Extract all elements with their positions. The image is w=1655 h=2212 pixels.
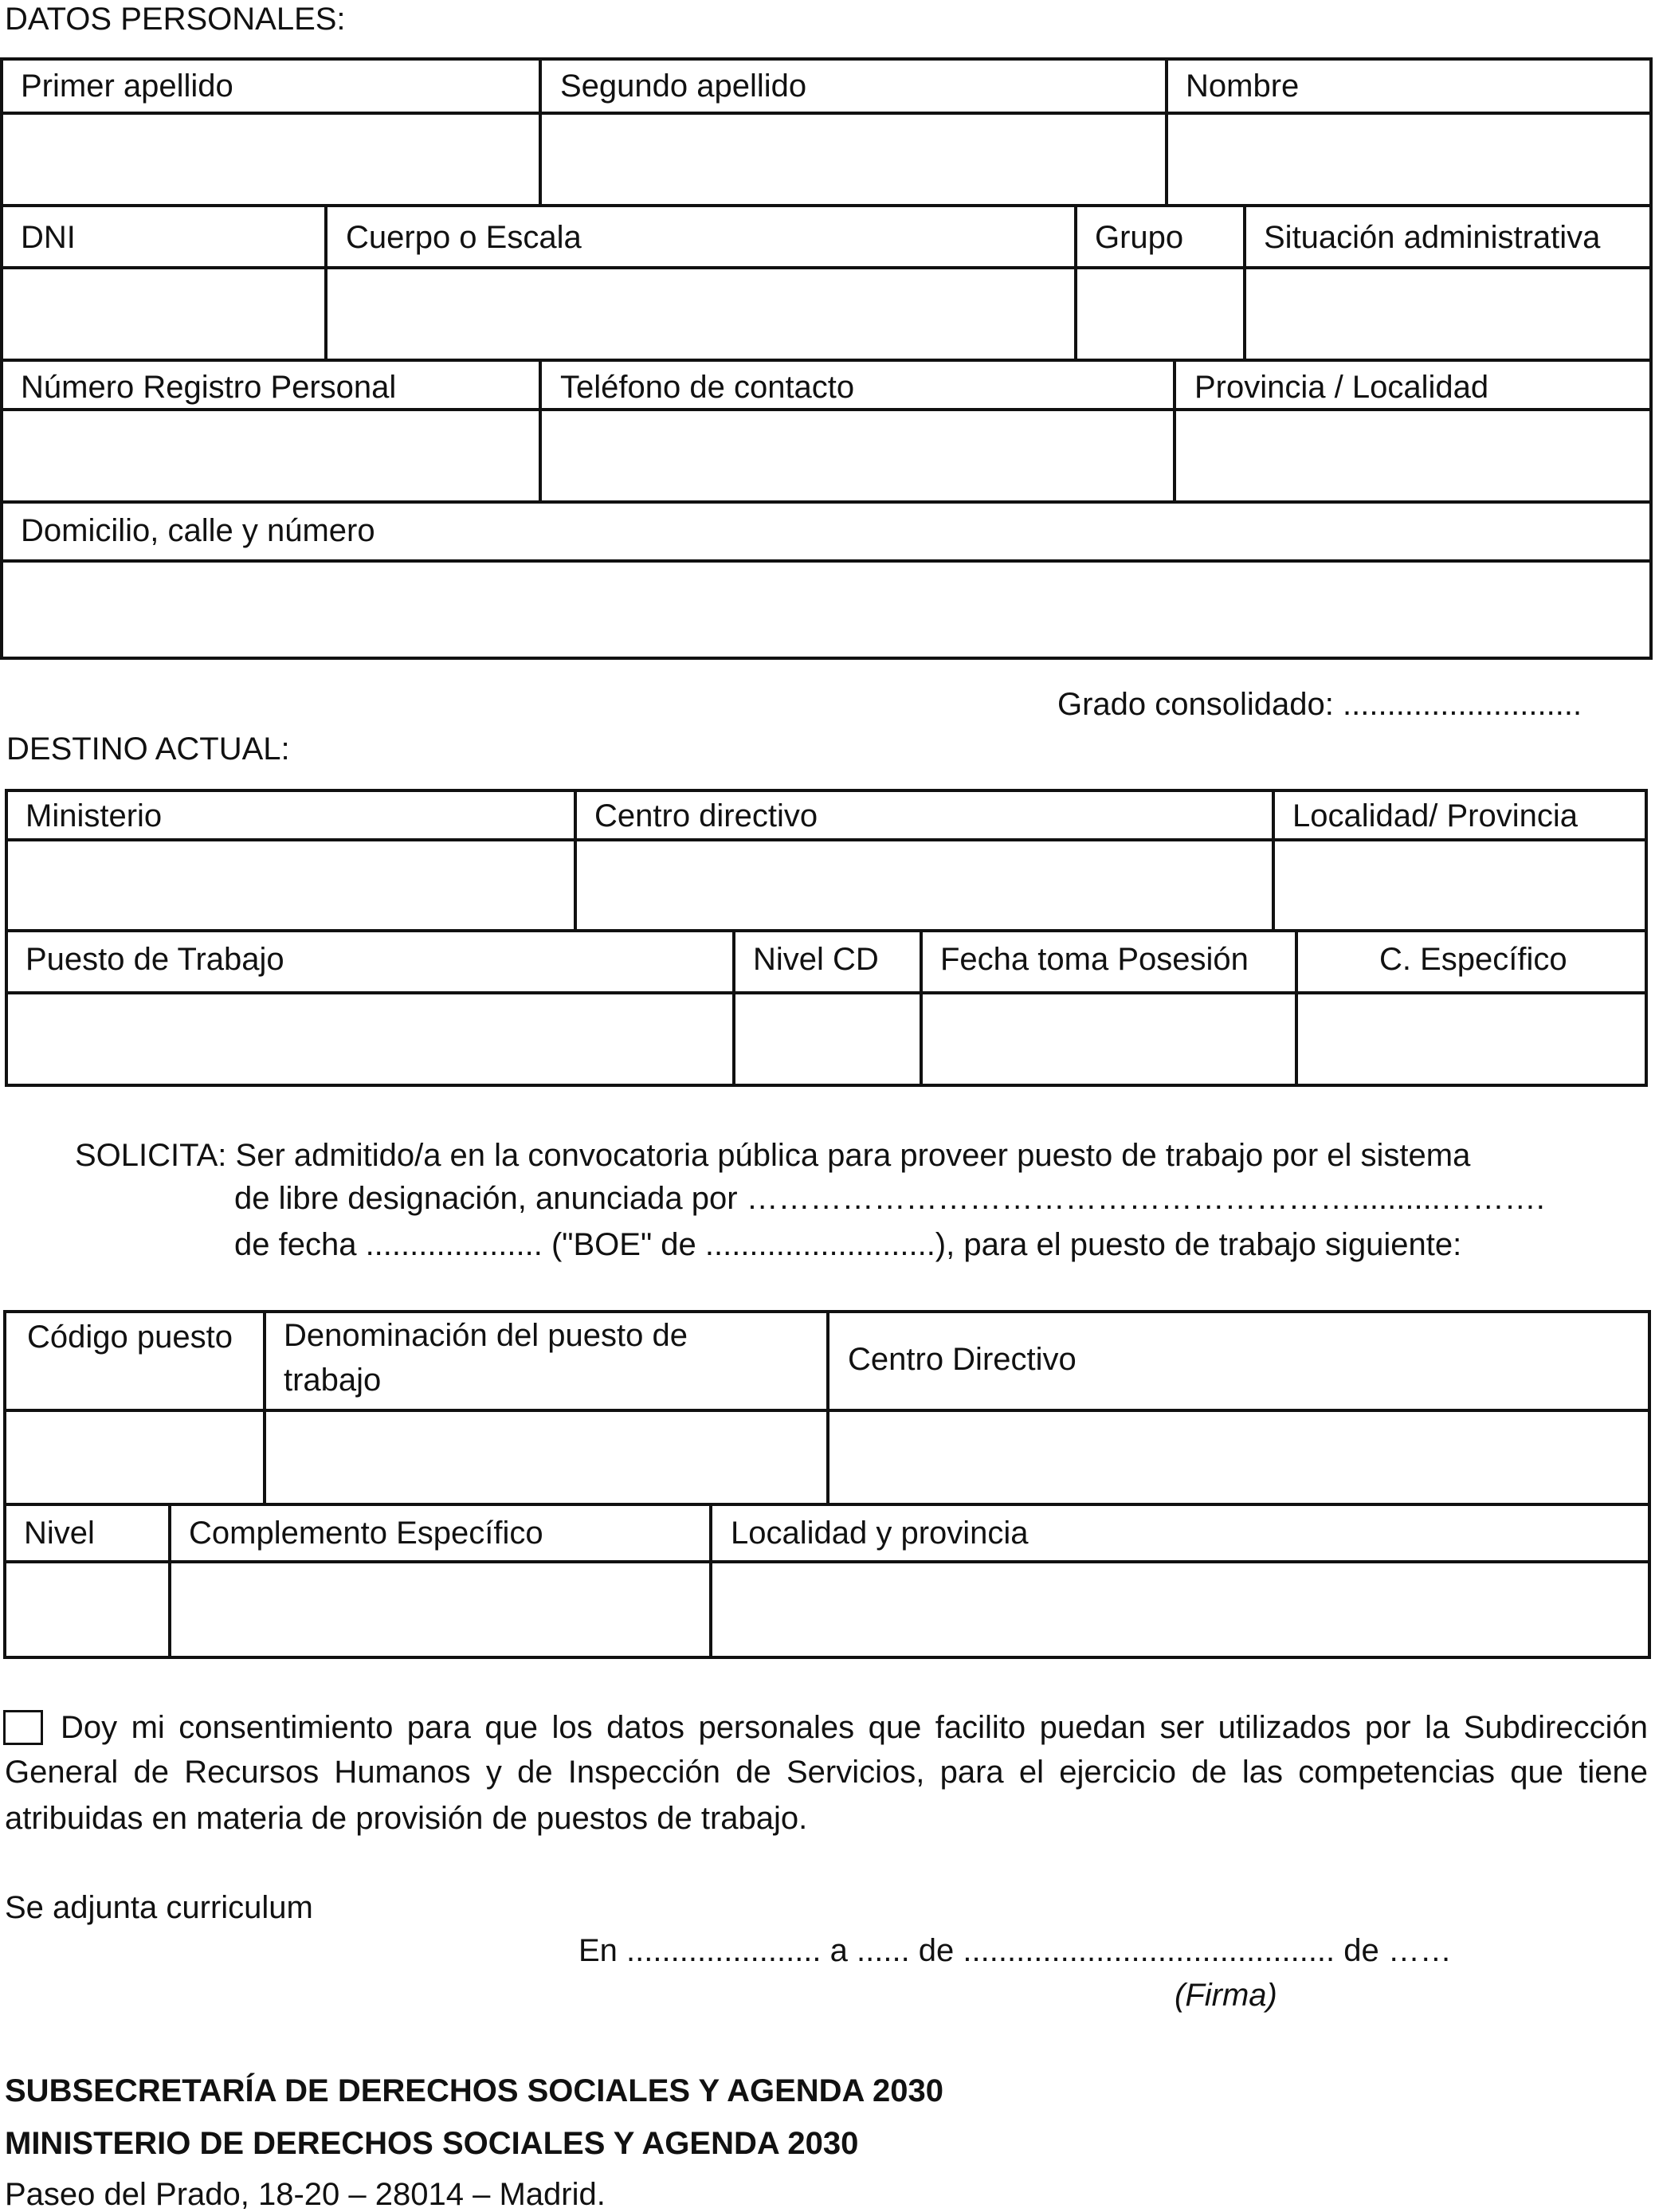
label-grupo: Grupo bbox=[1095, 220, 1184, 255]
lugar-fecha-line: En ...................... a ...... de .......................................... de …… bbox=[578, 1933, 1452, 1968]
field-centro-directivo[interactable] bbox=[577, 841, 1272, 929]
solicita-line-1: SOLICITA: Ser admitido/a en la convocatoria pública para proveer puesto de trabajo por el sistema bbox=[75, 1138, 1471, 1173]
solicita-line-2: de libre designación, anunciada por …………………………………………………..........………. bbox=[234, 1181, 1545, 1216]
label-segundo-apellido: Segundo apellido bbox=[560, 69, 807, 104]
firma-label: (Firma) bbox=[1175, 1978, 1277, 2013]
label-fecha-toma-posesion: Fecha toma Posesión bbox=[940, 942, 1249, 977]
label-cuerpo-escala: Cuerpo o Escala bbox=[346, 220, 582, 255]
field-fecha-toma-posesion[interactable] bbox=[923, 994, 1295, 1084]
field-situacion-administrativa[interactable] bbox=[1246, 269, 1649, 359]
label-numero-registro-personal: Número Registro Personal bbox=[21, 370, 397, 405]
label-centro-directivo-solicitado: Centro Directivo bbox=[848, 1342, 1077, 1377]
se-adjunta-curriculum: Se adjunta curriculum bbox=[5, 1890, 313, 1925]
consent-line-2: General de Recursos Humanos y de Inspección de Servicios, para el ejercicio de las competencias que tiene bbox=[5, 1755, 1648, 1790]
footer-ministerio: MINISTERIO DE DERECHOS SOCIALES Y AGENDA 2030 bbox=[5, 2126, 859, 2161]
field-dni[interactable] bbox=[3, 269, 324, 359]
field-denominacion-puesto[interactable] bbox=[266, 1412, 826, 1503]
field-c-especifico[interactable] bbox=[1298, 994, 1645, 1084]
label-domicilio: Domicilio, calle y número bbox=[21, 513, 375, 548]
grado-consolidado: Grado consolidado: ........................... bbox=[1057, 687, 1582, 722]
section-heading-destino-actual: DESTINO ACTUAL: bbox=[6, 731, 290, 767]
field-telefono-contacto[interactable] bbox=[542, 411, 1173, 500]
field-primer-apellido[interactable] bbox=[3, 115, 539, 204]
field-complemento-especifico[interactable] bbox=[171, 1563, 709, 1656]
field-puesto-trabajo[interactable] bbox=[8, 994, 732, 1084]
label-nivel: Nivel bbox=[24, 1516, 95, 1551]
field-codigo-puesto[interactable] bbox=[6, 1412, 263, 1503]
consent-line-1: Doy mi consentimiento para que los datos personales que facilito puedan ser utilizados por la Subdirección bbox=[61, 1710, 1648, 1745]
field-grupo[interactable] bbox=[1077, 269, 1243, 359]
field-segundo-apellido[interactable] bbox=[542, 115, 1165, 204]
field-localidad-y-provincia[interactable] bbox=[712, 1563, 1648, 1656]
label-telefono-contacto: Teléfono de contacto bbox=[560, 370, 855, 405]
label-centro-directivo: Centro directivo bbox=[594, 798, 818, 833]
label-dni: DNI bbox=[21, 220, 76, 255]
label-complemento-especifico: Complemento Específico bbox=[189, 1516, 543, 1551]
label-situacion-administrativa: Situación administrativa bbox=[1264, 220, 1601, 255]
label-nombre: Nombre bbox=[1186, 69, 1300, 104]
label-localidad-y-provincia: Localidad y provincia bbox=[731, 1516, 1029, 1551]
section-heading-datos-personales: DATOS PERSONALES: bbox=[5, 2, 346, 37]
field-ministerio[interactable] bbox=[8, 841, 574, 929]
label-provincia-localidad: Provincia / Localidad bbox=[1194, 370, 1489, 405]
field-provincia-localidad[interactable] bbox=[1176, 411, 1649, 500]
field-numero-registro-personal[interactable] bbox=[3, 411, 539, 500]
consent-checkbox[interactable] bbox=[3, 1710, 43, 1745]
label-localidad-provincia: Localidad/ Provincia bbox=[1292, 798, 1578, 833]
label-c-especifico: C. Específico bbox=[1379, 942, 1567, 977]
field-nivel-cd[interactable] bbox=[735, 994, 920, 1084]
label-codigo-puesto: Código puesto bbox=[27, 1320, 233, 1355]
field-domicilio[interactable] bbox=[3, 563, 1649, 657]
label-nivel-cd: Nivel CD bbox=[753, 942, 879, 977]
field-localidad-provincia[interactable] bbox=[1275, 841, 1645, 929]
footer-subsecretaria: SUBSECRETARÍA DE DERECHOS SOCIALES Y AGENDA 2030 bbox=[5, 2073, 944, 2108]
field-nombre[interactable] bbox=[1168, 115, 1649, 204]
consent-line-3: atribuidas en materia de provisión de puestos de trabajo. bbox=[5, 1801, 808, 1836]
label-ministerio: Ministerio bbox=[25, 798, 163, 833]
footer-address: Paseo del Prado, 18-20 – 28014 – Madrid. bbox=[5, 2177, 606, 2212]
label-denominacion-puesto: Denominación del puesto de trabajo bbox=[284, 1318, 688, 1398]
label-primer-apellido: Primer apellido bbox=[21, 69, 233, 104]
solicita-line-3: de fecha .................... ("BOE" de ..........................), para el puesto de trabajo siguiente: bbox=[234, 1227, 1462, 1262]
field-cuerpo-escala[interactable] bbox=[327, 269, 1074, 359]
label-puesto-trabajo: Puesto de Trabajo bbox=[25, 942, 284, 977]
field-nivel[interactable] bbox=[6, 1563, 168, 1656]
field-centro-directivo-solicitado[interactable] bbox=[829, 1412, 1648, 1503]
